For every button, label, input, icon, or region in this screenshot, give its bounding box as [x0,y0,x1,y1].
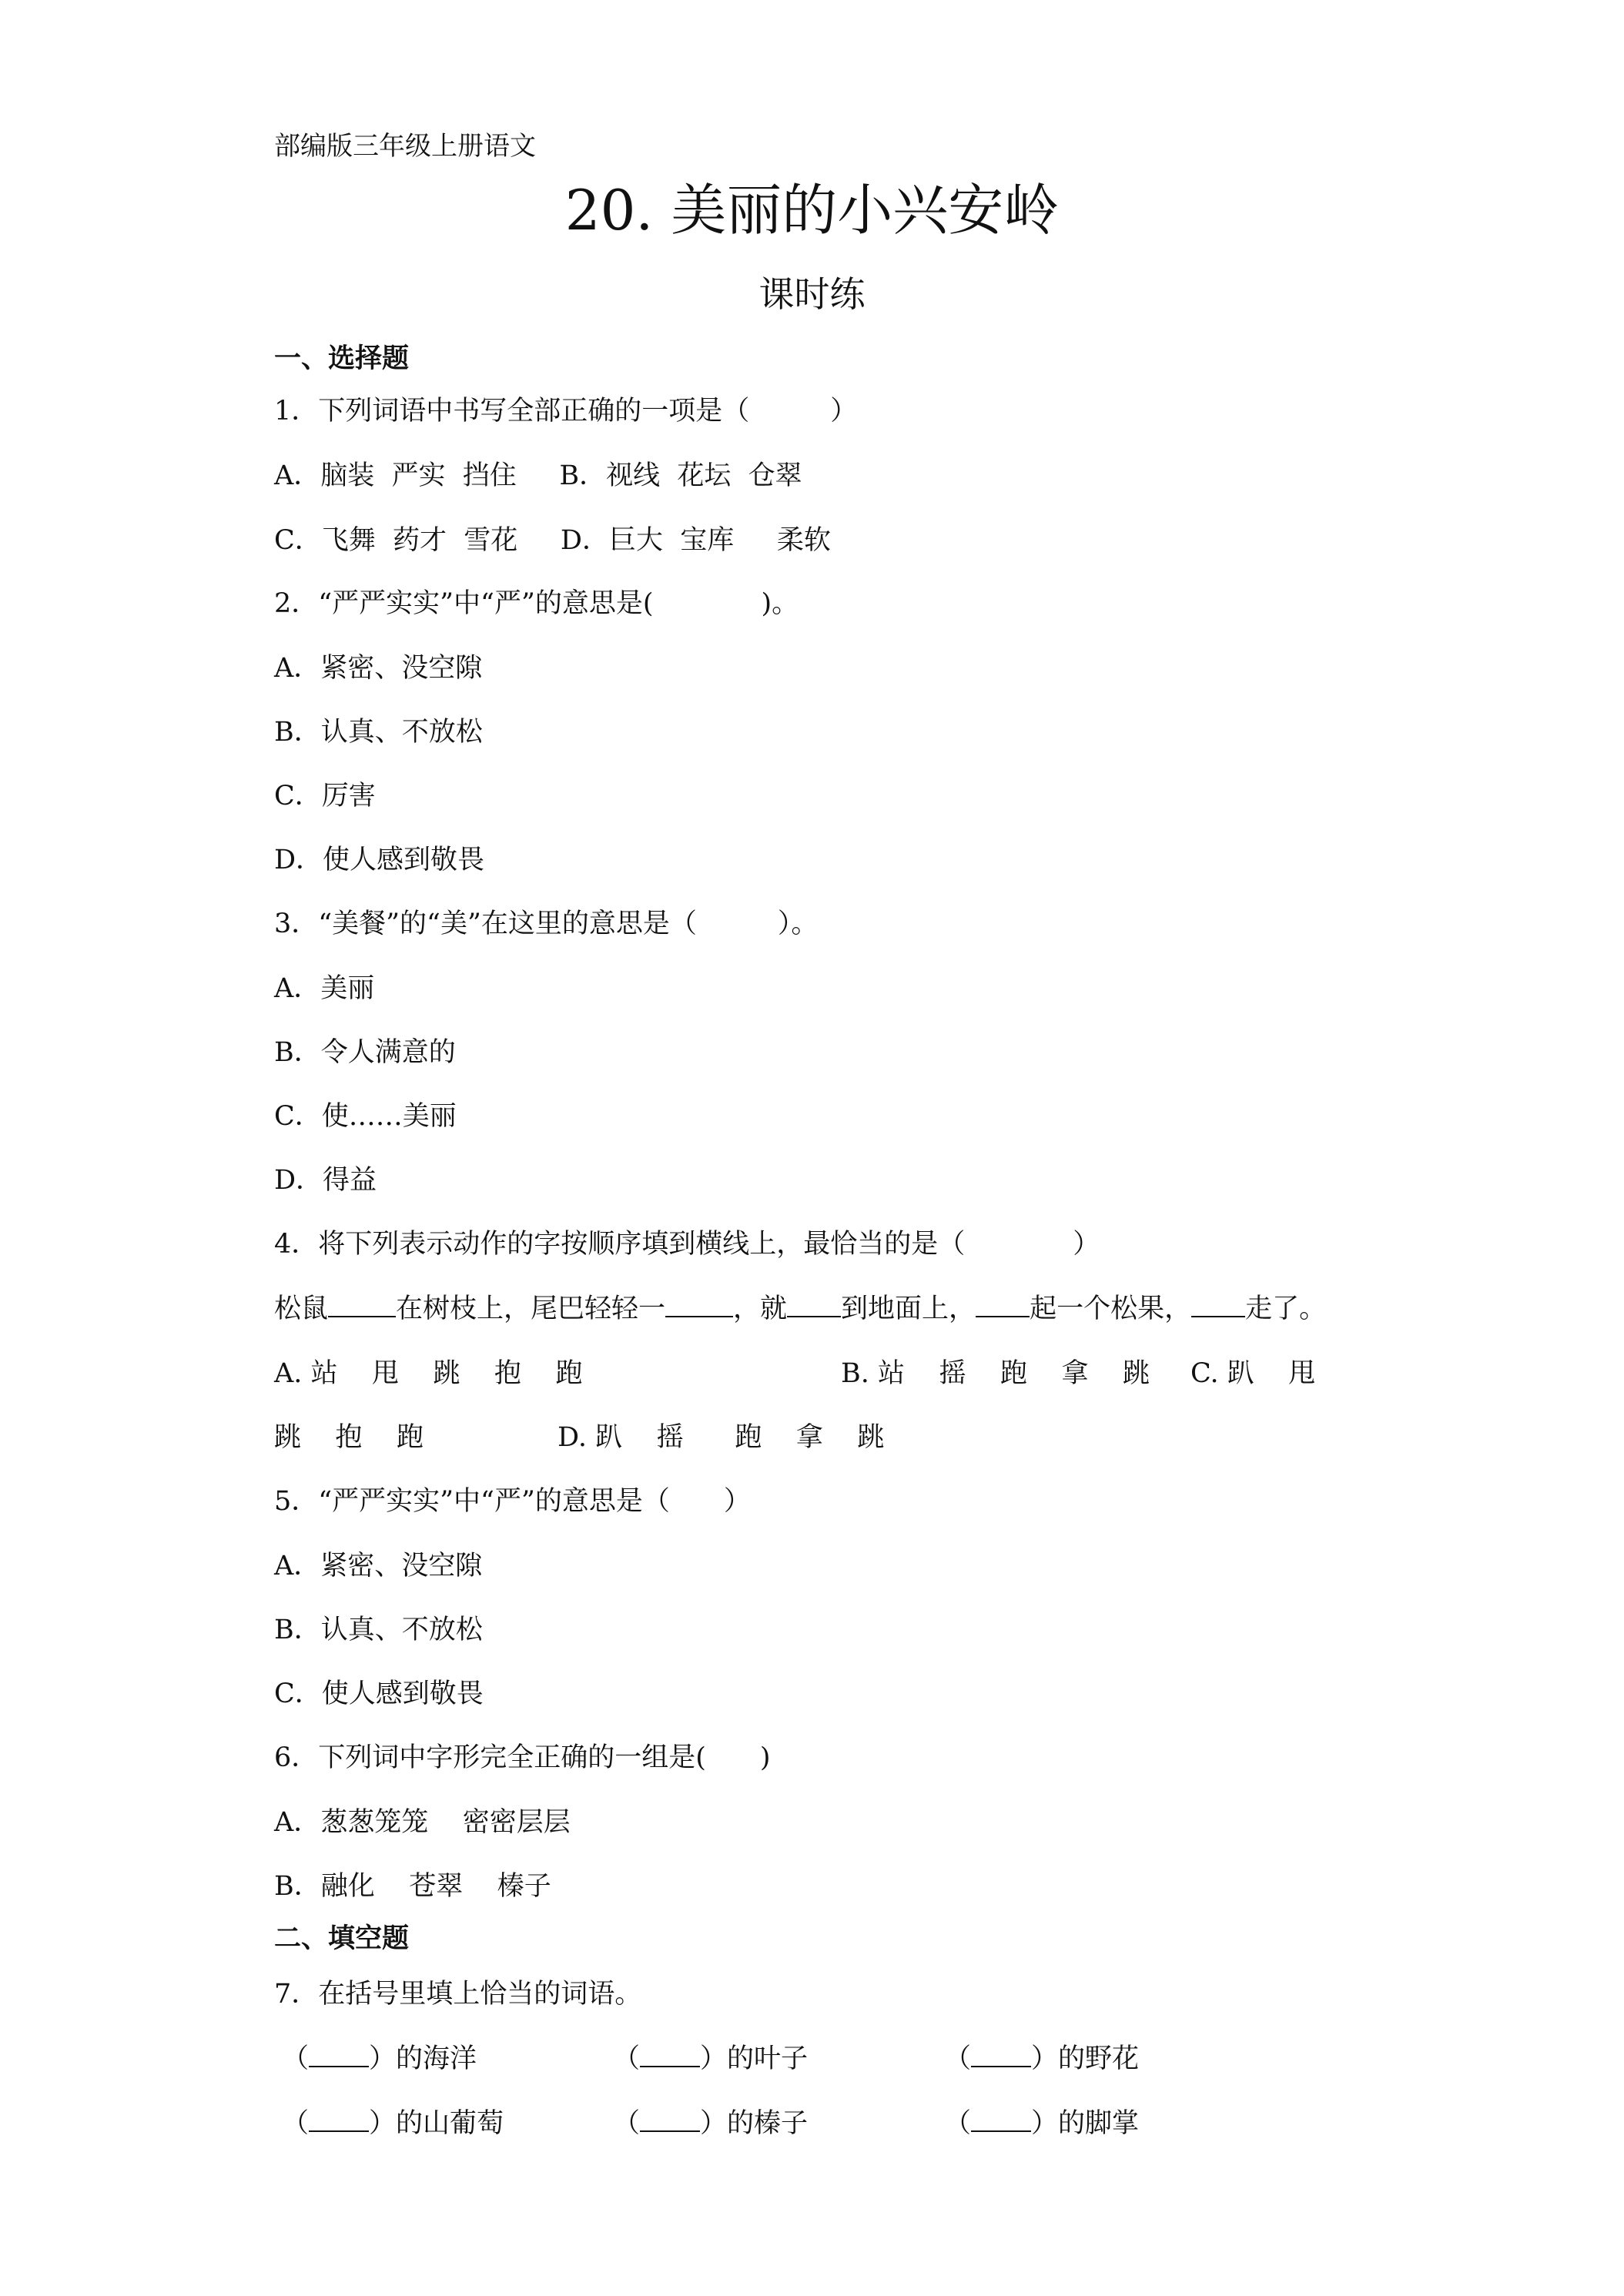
question-2-option-b: B．认真、不放松 [274,717,483,748]
question-7-stem: 7．在括号里填上恰当的词语。 [274,1979,642,2010]
question-5-option-b: B．认真、不放松 [274,1615,483,1645]
question-3-option-d: D．得益 [274,1165,377,1196]
page-subtitle: 课时练 [758,273,866,315]
blank-line-1[interactable] [328,1293,396,1317]
question-1-options-row-1: A．脑装 严实 挡住 B．视线 花坛 仓翠 [274,460,802,491]
section-heading-choice: 一、选择题 [274,343,410,374]
question-2-stem: 2．“严严实实”中“严”的意思是( )。 [274,588,799,619]
fill-item-1: （ ）的海洋 [282,2043,477,2074]
question-4-option-b: B. 站 摇 跑 拿 跳 [841,1358,1150,1389]
question-5-stem: 5．“严严实实”中“严”的意思是（ ） [274,1486,751,1517]
sentence-part-6: 走了。 [1245,1294,1327,1324]
fill-blank-5[interactable] [640,2107,700,2132]
blank-line-5[interactable] [1191,1293,1245,1317]
question-3-option-a: A．美丽 [274,973,375,1004]
question-2-option-d: D．使人感到敬畏 [274,845,485,875]
sentence-part-3: ，就 [733,1294,788,1324]
question-4-option-d: D. 趴 摇 跑 拿 跳 [558,1422,885,1453]
question-3-stem: 3．“美餐”的“美”在这里的意思是（ ）。 [274,909,819,939]
fill-blank-1[interactable] [309,2043,369,2067]
question-5-option-c: C．使人感到敬畏 [274,1678,484,1709]
question-2-option-a: A．紧密、没空隙 [274,653,483,684]
question-6-option-a: A．葱葱笼笼 密密层层 [274,1807,571,1838]
sentence-part-5: 起一个松果， [1030,1294,1192,1324]
fill-item-2: （ ）的叶子 [613,2043,809,2074]
fill-item-3: （ ）的野花 [944,2043,1140,2074]
fill-item-4: （ ）的山葡萄 [282,2108,504,2139]
question-4-option-a: A. 站 甩 跳 抱 跑 [274,1358,583,1389]
question-6-option-b: B．融化 苍翠 榛子 [274,1871,551,1902]
question-6-stem: 6．下列词中字形完全正确的一组是( ) [274,1742,771,1773]
question-1-options-row-2: C．飞舞 药才 雪花 D．巨大 宝库 柔软 [274,525,831,556]
blank-line-2[interactable] [665,1293,733,1317]
fill-blank-2[interactable] [640,2043,700,2067]
question-1-stem: 1．下列词语中书写全部正确的一项是（ ） [274,396,858,427]
question-5-option-a: A．紧密、没空隙 [274,1551,483,1581]
question-3-option-b: B．令人满意的 [274,1037,456,1068]
fill-blank-6[interactable] [971,2107,1031,2132]
question-4-option-c-continued: 跳 抱 跑 [274,1422,424,1453]
page-title: 20. 美丽的小兴安岭 [564,178,1060,243]
question-4-stem: 4．将下列表示动作的字按顺序填到横线上，最恰当的是（ ） [274,1229,1100,1260]
sentence-part-4: 到地面上， [841,1294,976,1324]
page-header: 部编版三年级上册语文 [274,131,536,162]
blank-line-3[interactable] [787,1293,841,1317]
fill-item-5: （ ）的榛子 [613,2108,809,2139]
sentence-part-2: 在树枝上，尾巴轻轻一 [396,1294,666,1324]
fill-blank-4[interactable] [309,2107,369,2132]
question-4-option-c: C. 趴 甩 [1190,1358,1316,1389]
sentence-part-1: 松鼠 [274,1294,329,1324]
question-2-option-c: C．厉害 [274,781,376,812]
fill-item-6: （ ）的脚掌 [944,2108,1140,2139]
blank-line-4[interactable] [976,1293,1030,1317]
question-4-sentence [274,1290,1326,1327]
fill-blank-3[interactable] [971,2043,1031,2067]
section-heading-fill: 二、填空题 [274,1923,410,1954]
question-3-option-c: C．使……美丽 [274,1101,457,1132]
